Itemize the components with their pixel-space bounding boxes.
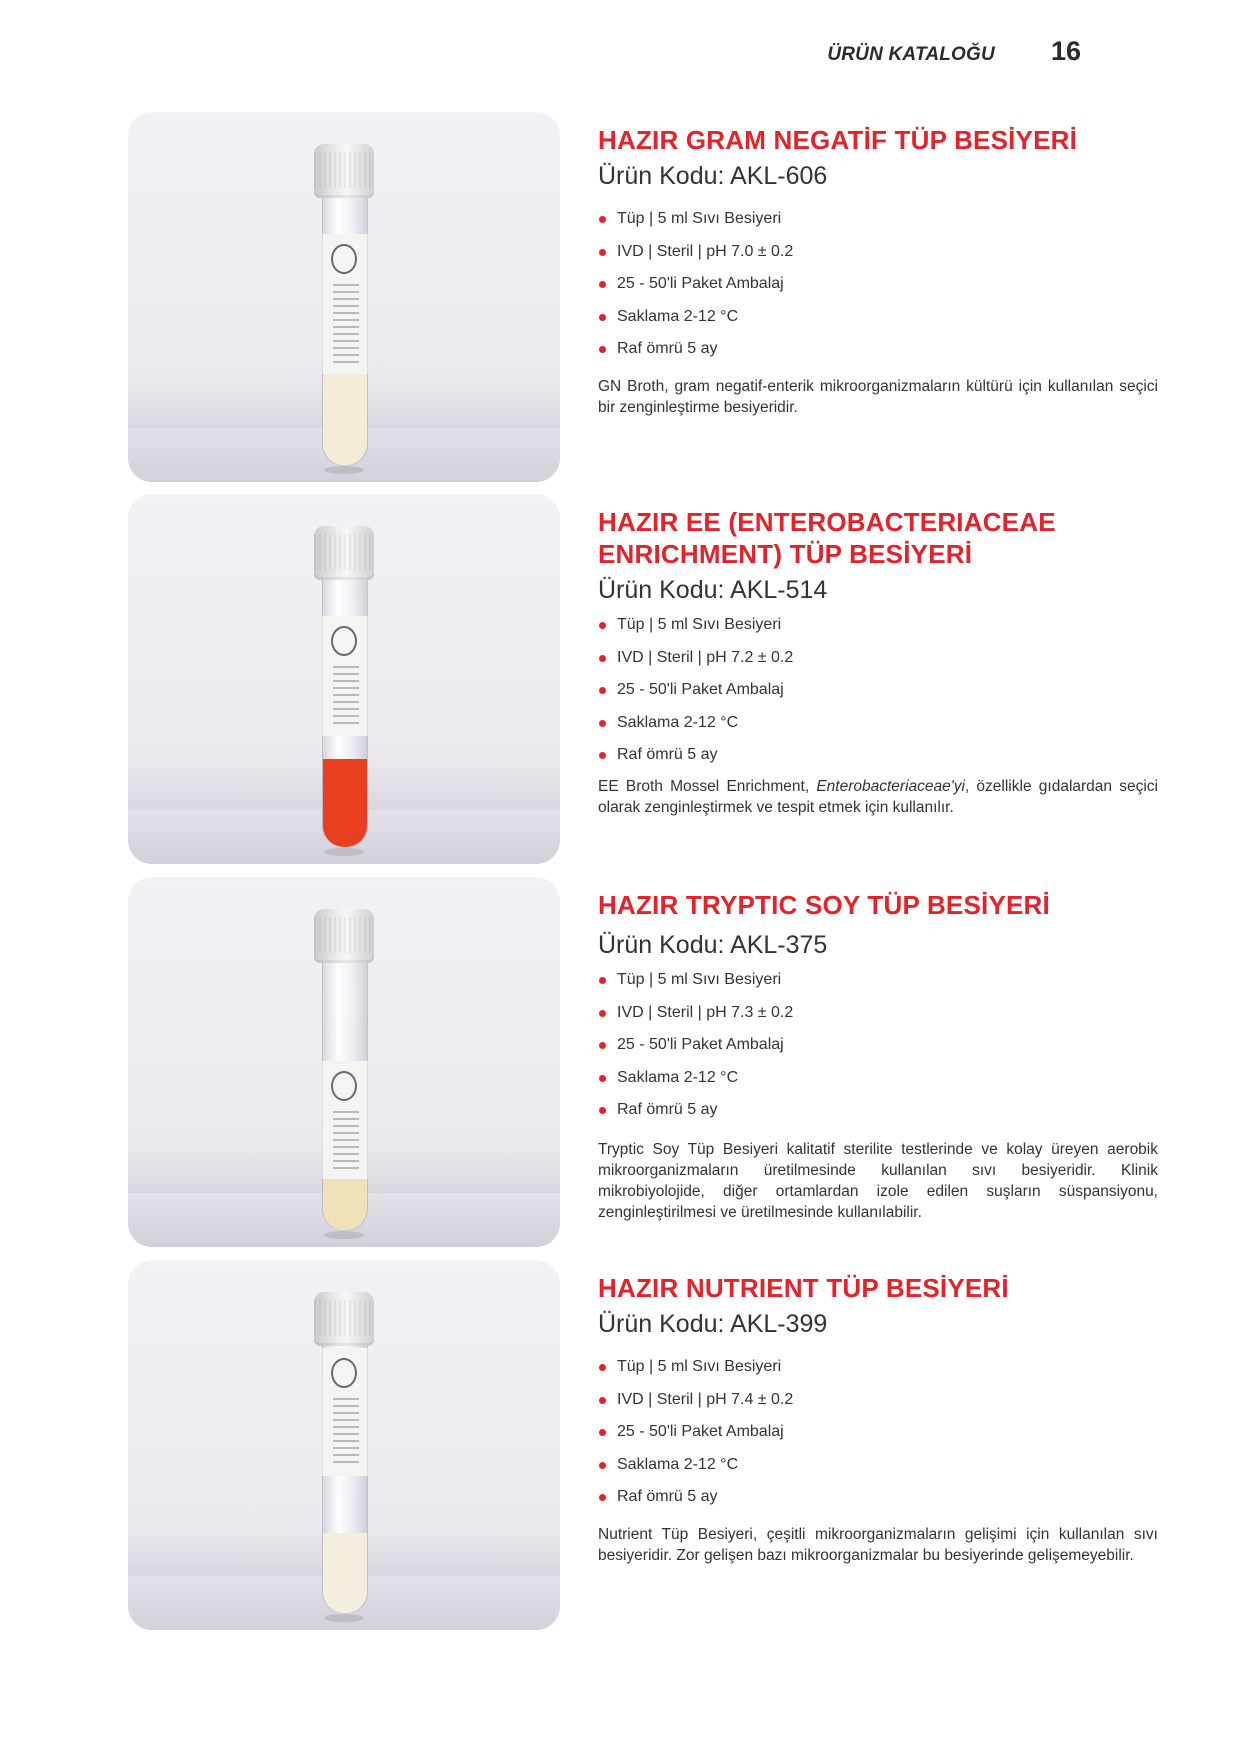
product-info: [598, 889, 1158, 1238]
spec-item: 25 - 50'li Paket Ambalaj: [598, 1029, 1158, 1062]
spec-item: Tüp | 5 ml Sıvı Besiyeri: [598, 203, 1158, 236]
catalog-title: ÜRÜN KATALOĞU: [827, 44, 995, 65]
product-code: Ürün Kodu: AKL-375: [598, 931, 828, 959]
spec-item: Saklama 2-12 °C: [598, 1449, 1158, 1482]
product-photo: [128, 112, 560, 482]
product-photo: [128, 494, 560, 864]
organism-name: Enterobacteriaceae'yi: [816, 777, 965, 795]
product-description: Nutrient Tüp Besiyeri, çeşitli mikroorganizmaların gelişimi için kullanılan sıvı besiyeridir. Zor gelişen bazı mikroorganizmalar bu besiyerinde gelişemeyebilir.: [598, 1525, 1158, 1564]
spec-item: Tüp | 5 ml Sıvı Besiyeri: [598, 609, 1158, 642]
product-title: HAZIR EE (ENTEROBACTERIACEAE ENRICHMENT) TÜP BESİYERİ: [598, 507, 1056, 569]
spec-item: IVD | Steril | pH 7.2 ± 0.2: [598, 642, 1158, 675]
spec-item: Saklama 2-12 °C: [598, 301, 1158, 334]
tube-liquid: [323, 1176, 367, 1230]
test-tube-image: [314, 909, 374, 1239]
spec-item: 25 - 50'li Paket Ambalaj: [598, 1416, 1158, 1449]
product-specs: [598, 964, 1158, 1127]
product-info: [598, 1272, 1158, 1581]
test-tube-image: [314, 1292, 374, 1622]
spec-item: Raf ömrü 5 ay: [598, 1481, 1158, 1514]
product-card-akl-375: [128, 877, 1158, 1247]
product-description: GN Broth, gram negatif-enterik mikroorganizmaların kültürü için kullanılan seçici bir zenginleştirme besiyeridir.: [598, 377, 1158, 416]
product-specs: [598, 609, 1158, 772]
spec-item: Tüp | 5 ml Sıvı Besiyeri: [598, 1351, 1158, 1384]
tube-cap: [314, 526, 374, 580]
product-card-akl-399: [128, 1260, 1158, 1630]
product-description: Tryptic Soy Tüp Besiyeri kalitatif sterilite testlerinde ve kolay üreyen aerobik mikroorganizmaların üretilmesinde kullanılan sıvı besiyeridir. Klinik mikrobiyolojide, diğer ortamlardan izole edilen suşların süspansiyonu, zenginleştirilmesi ve üretilmesinde kullanılabilir.: [598, 1140, 1158, 1221]
spec-item: Raf ömrü 5 ay: [598, 739, 1158, 772]
product-specs: [598, 1351, 1158, 1514]
product-specs: [598, 203, 1158, 366]
product-title: HAZIR TRYPTIC SOY TÜP BESİYERİ: [598, 890, 1050, 920]
product-code: Ürün Kodu: AKL-606: [598, 162, 828, 190]
spec-item: Raf ömrü 5 ay: [598, 333, 1158, 366]
tube-liquid: [323, 759, 367, 847]
spec-item: IVD | Steril | pH 7.4 ± 0.2: [598, 1384, 1158, 1417]
tube-cap: [314, 909, 374, 963]
product-title: HAZIR GRAM NEGATİF TÜP BESİYERİ: [598, 125, 1078, 155]
tube-liquid: [323, 1533, 367, 1613]
spec-item: Saklama 2-12 °C: [598, 707, 1158, 740]
test-tube-image: [314, 144, 374, 474]
spec-item: 25 - 50'li Paket Ambalaj: [598, 268, 1158, 301]
product-photo: [128, 1260, 560, 1630]
spec-item: Raf ömrü 5 ay: [598, 1094, 1158, 1127]
product-info: [598, 124, 1158, 433]
product-info: [598, 506, 1158, 833]
page-header: [827, 36, 1081, 67]
product-title: HAZIR NUTRIENT TÜP BESİYERİ: [598, 1273, 1009, 1303]
spec-item: IVD | Steril | pH 7.3 ± 0.2: [598, 997, 1158, 1030]
product-card-akl-514: [128, 494, 1158, 864]
spec-item: 25 - 50'li Paket Ambalaj: [598, 674, 1158, 707]
spec-item: Tüp | 5 ml Sıvı Besiyeri: [598, 964, 1158, 997]
test-tube-image: [314, 526, 374, 856]
product-photo: [128, 877, 560, 1247]
product-description: EE Broth Mossel Enrichment, Enterobacteriaceae'yi, özellikle gıdalardan seçici olarak zenginleştirmek ve tespit etmek için kullanılır.: [598, 777, 1158, 816]
spec-item: IVD | Steril | pH 7.0 ± 0.2: [598, 236, 1158, 269]
product-code: Ürün Kodu: AKL-514: [598, 576, 828, 604]
tube-liquid: [323, 369, 367, 465]
spec-item: Saklama 2-12 °C: [598, 1062, 1158, 1095]
tube-cap: [314, 144, 374, 198]
product-card-akl-606: [128, 112, 1158, 482]
tube-cap: [314, 1292, 374, 1346]
page-number: 16: [1050, 36, 1081, 66]
product-code: Ürün Kodu: AKL-399: [598, 1310, 828, 1338]
